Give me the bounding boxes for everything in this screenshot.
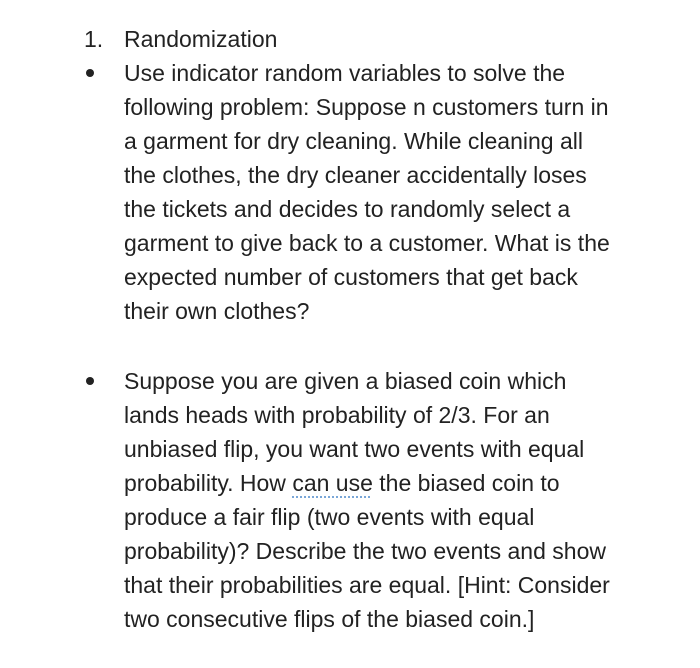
paragraph-line: the clothes, the dry cleaner accidentally loses [124,162,587,188]
paragraph-line: a garment for dry cleaning. While cleaning all [124,128,583,154]
paragraph-line: the tickets and decides to randomly select a [124,196,571,222]
section-title: Randomization [124,26,278,52]
paragraph-line: their own clothes? [124,298,310,324]
paragraph-line: Use indicator random variables to solve the [124,60,566,86]
bullet-paragraph-1 [124,56,684,328]
paragraph-line: lands heads with probability of 2/3. For an [124,402,550,428]
spellcheck-flagged-text: can use [292,470,373,496]
paragraph-line [124,466,684,500]
paragraph-line: that their probabilities are equal. [Hint: Consider [124,572,610,598]
paragraph-line: Suppose you are given a biased coin which [124,368,567,394]
bullet-point-2 [86,377,94,385]
paragraph-line: unbiased flip, you want two events with equal [124,436,585,462]
paragraph-line: following problem: Suppose n customers turn in [124,94,609,120]
paragraph-line: expected number of customers that get back [124,264,578,290]
line-segment: the biased coin to [372,470,560,496]
paragraph-line: two consecutive flips of the biased coin.] [124,606,535,632]
bullet-point-1 [86,69,94,77]
section-number: 1. [84,26,104,52]
paragraph-line: produce a fair flip (two events with equal [124,504,535,530]
paragraph-line: garment to give back to a customer. What is the [124,230,610,256]
paragraph-line: probability)? Describe the two events and show [124,538,606,564]
line-segment: probability. How [124,470,293,496]
bullet-paragraph-2 [124,364,684,636]
section-heading [84,22,277,56]
